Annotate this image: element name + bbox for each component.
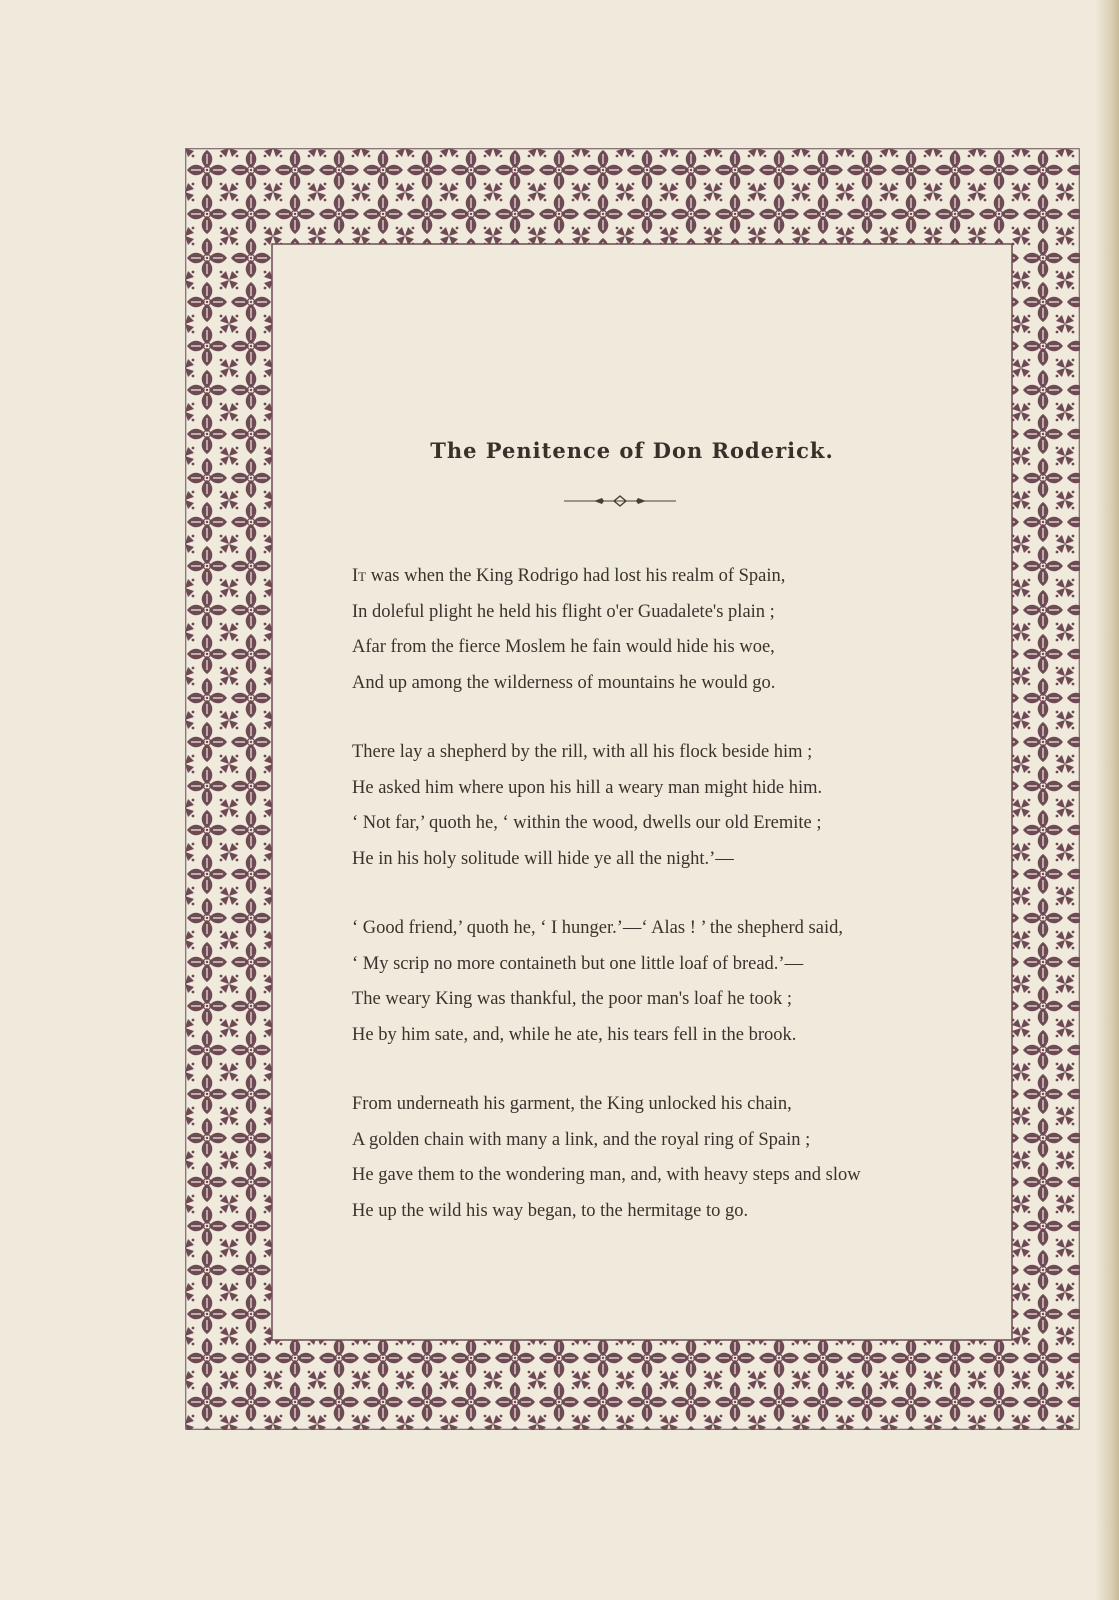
verse-line-text: was when the King Rodrigo had lost his realm of Spain,	[366, 566, 786, 586]
verse-line: There lay a shepherd by the rill, with all his flock beside him ;	[352, 742, 813, 762]
verse-line: He up the wild his way began, to the hermitage to go.	[352, 1200, 749, 1221]
poem-title: The Penitence of Don Roderick.	[430, 438, 834, 463]
drop-word: It	[352, 566, 367, 586]
stanza-2	[352, 735, 992, 877]
verse-line: ‘ Not far,’ quoth he, ‘ within the wood, dwells our old Eremite ;	[352, 813, 822, 833]
stanza-1	[352, 559, 992, 701]
verse-line: Afar from the fierce Moslem he fain would hide his woe,	[352, 637, 775, 657]
verse-line: In doleful plight he held his flight o'er Guadalete's plain ;	[352, 601, 775, 622]
verse-line: ‘ My scrip no more containeth but one little loaf of bread.’—	[352, 953, 804, 974]
verse-line: From underneath his garment, the King unlocked his chain,	[352, 1094, 792, 1114]
stanza-3	[352, 911, 992, 1053]
verse-line: He gave them to the wondering man, and, with heavy steps and slow	[352, 1165, 861, 1185]
title-divider-ornament-icon	[564, 494, 676, 508]
poem-body	[352, 559, 992, 1263]
verse-line: A golden chain with many a link, and the royal ring of Spain ;	[352, 1129, 811, 1150]
verse-line: He asked him where upon his hill a weary man might hide him.	[352, 777, 823, 798]
verse-line: The weary King was thankful, the poor man's loaf he took ;	[352, 989, 793, 1009]
poem-area	[272, 244, 1010, 1340]
verse-line	[352, 559, 992, 595]
verse-line: And up among the wilderness of mountains he would go.	[352, 672, 776, 693]
verse-line: ‘ Good friend,’ quoth he, ‘ I hunger.’—‘ Alas ! ’ the shepherd said,	[352, 918, 843, 938]
page-edge-shadow	[1095, 0, 1119, 1600]
verse-line: He in his holy solitude will hide ye all the night.’—	[352, 848, 734, 869]
stanza-4	[352, 1087, 992, 1229]
verse-line: He by him sate, and, while he ate, his tears fell in the brook.	[352, 1024, 797, 1045]
